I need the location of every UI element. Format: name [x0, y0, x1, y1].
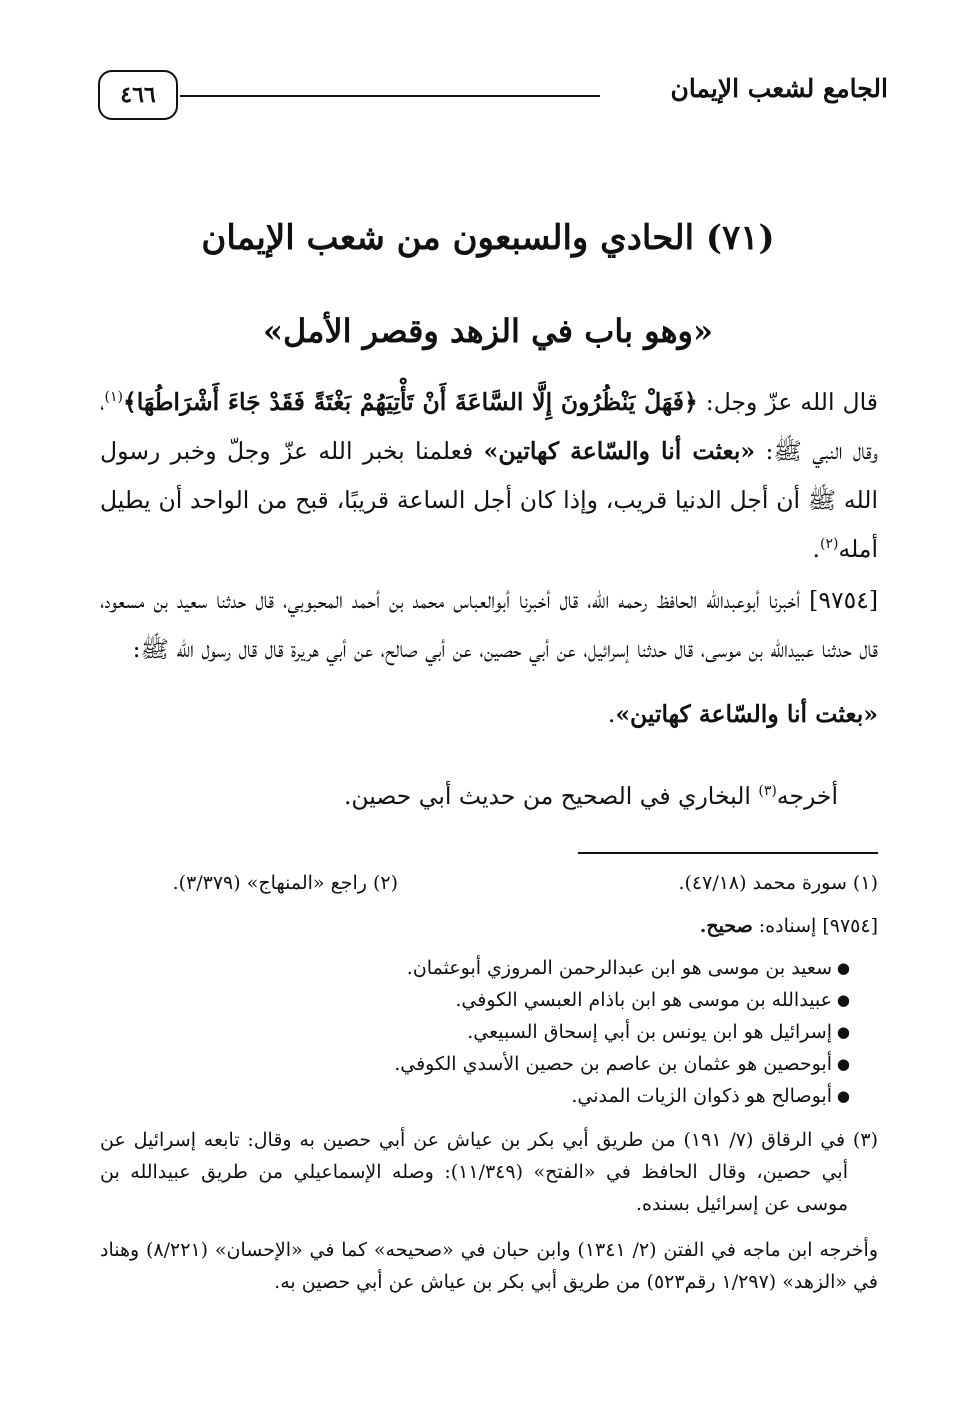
hadith-text-paragraph — [100, 690, 878, 739]
takhrij-rest: البخاري في الصحيح من حديث أبي حصين. — [343, 782, 759, 810]
isnad-ref: [٩٧٥٤] إسناده: — [752, 915, 878, 937]
header-rule — [180, 95, 600, 97]
footnote-3: (٣) في الرقاق (٧/ ١٩١) من طريق أبي بكر بن عياش عن أبي حصين به وقال: تابعه إسرائيل عن أبي حصين، وقال الحافظ في «الفتح» (١١/٣٤٩): وصله الإسماعيلي من طريق عبيدالله بن موسى عن إسرائيل بسنده. — [100, 1129, 878, 1215]
bullet-icon: ● — [836, 1023, 850, 1041]
narrator-text: أبوحصين هو عثمان بن عاصم بن حصين الأسدي الكوفي. — [394, 1053, 832, 1075]
bullet-icon: ● — [836, 1055, 850, 1073]
footnote-separator — [578, 852, 878, 854]
intro-end: . — [812, 535, 821, 563]
bullet-icon: ● — [836, 1087, 850, 1105]
footnote-1: (١) سورة محمد (٤٧/١٨). — [678, 872, 878, 894]
bullet-icon: ● — [836, 991, 850, 1009]
narrator-text: عبيدالله بن موسى هو ابن باذام العبسي الكوفي. — [455, 989, 832, 1011]
list-item — [100, 1016, 850, 1048]
isnad-grade: صحيح. — [699, 915, 753, 937]
takhrij-paragraph — [100, 772, 878, 821]
hadith-text: «بعثت أنا والسّاعة كهاتين» — [615, 700, 878, 728]
hadith-end: . — [607, 700, 616, 728]
narrator-text: سعيد بن موسى هو ابن عبدالرحمن المروزي أبوعثمان. — [406, 957, 832, 979]
chapter-subtitle: «وهو باب في الزهد وقصر الأمل» — [263, 312, 713, 350]
footnote-3-continued: وأخرجه ابن ماجه في الفتن (٢/ ١٣٤١) وابن حبان في «صحيحه» كما في «الإحسان» (٨/٢٢١) وهناد في «الزهد» (١/٢٩٧ رقم٥٢٣) من طريق أبي بكر بن عياش عن أبي حصين به. — [100, 1239, 878, 1293]
intro-text: قال الله عزّ وجل: — [697, 388, 878, 416]
list-item — [100, 1048, 850, 1080]
narrator-text: أبوصالح هو ذكوان الزيات المدني. — [571, 1085, 832, 1107]
chapter-title: (٧١) الحادي والسبعون من شعب الإيمان — [201, 218, 775, 258]
narrator-text: إسرائيل هو ابن يونس بن أبي إسحاق السبيعي. — [467, 1021, 832, 1043]
footnote-marker-3[interactable]: (٣) — [758, 783, 777, 800]
footnote-marker-1[interactable]: (١) — [104, 389, 123, 406]
isnad-note — [100, 910, 878, 942]
running-title: الجامع لشعب الإيمان — [670, 74, 888, 103]
page-number: ٤٦٦ — [98, 70, 178, 120]
footnote-row — [100, 872, 878, 904]
running-header — [98, 62, 888, 126]
intro-mid-text: ، وقال النبي ﷺ: — [100, 388, 878, 465]
quran-verse: ﴿فَهَلْ يَنْظُرُونَ إِلَّا السَّاعَةَ أَنْ تَأْتِيَهُمْ بَغْتَةً فَقَدْ جَاءَ أَشْرَاطُهَا﴾ — [122, 388, 698, 416]
hadith-chain-text: [٩٧٥٤] أخبرنا أبوعبدالله الحافظ رحمه الله، قال أخبرنا أبوالعباس محمد بن أحمد المحبوبي، قال حدثنا سعيد بن مسعود، قال حدثنا عبيدالله بن موسى، قال حدثنا إسرائيل، عن أبي حصين، عن أبي صالح، عن أبي هريرة قال قال رسول الله ﷺ: — [100, 586, 878, 663]
intro-rest-text: فعلمنا بخبر الله عزّ وجلّ وخبر رسول الله ﷺ أن أجل الدنيا قريب، وإذا كان أجل الساعة قريبًا، قبح من الواحد أن يطيل أمله — [100, 437, 878, 563]
intro-paragraph — [100, 378, 878, 574]
hadith-chain-paragraph — [100, 576, 878, 674]
hadith-quote: «بعثت أنا والسّاعة كهاتين» — [483, 437, 756, 465]
footnote-marker-2[interactable]: (٢) — [820, 536, 839, 553]
narrator-list — [100, 952, 850, 1112]
list-item — [100, 1080, 850, 1112]
footnote-2: (٢) راجع «المنهاج» (٣/٣٧٩). — [172, 872, 398, 894]
takhrij-start: أخرجه — [776, 782, 838, 810]
bullet-icon: ● — [836, 959, 850, 977]
list-item — [100, 952, 850, 984]
list-item — [100, 984, 850, 1016]
